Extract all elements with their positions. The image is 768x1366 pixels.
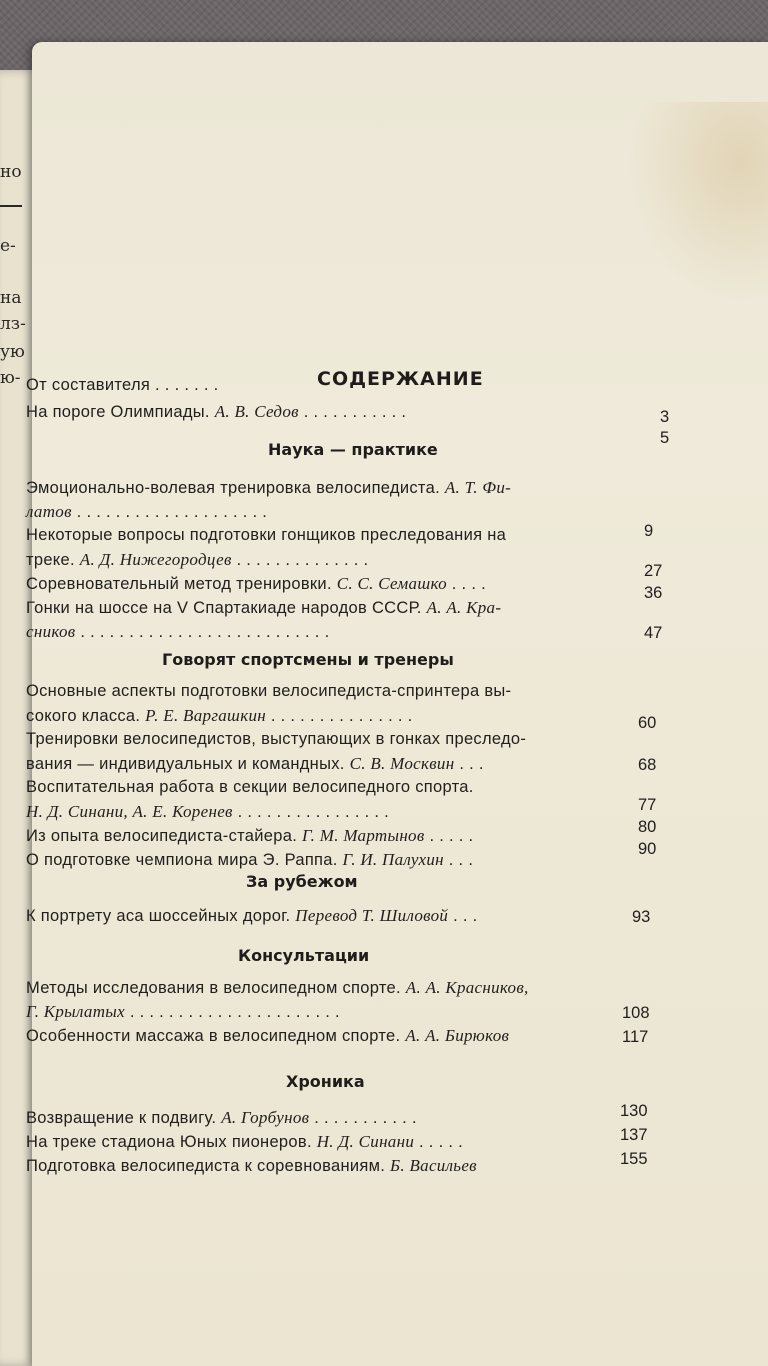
book-page bbox=[26, 42, 768, 1366]
left-fragment: лз- bbox=[0, 314, 26, 334]
entry-title: От составителя bbox=[26, 376, 151, 394]
toc-entry: Методы исследования в велосипедном спорте. А. А. Красников, bbox=[26, 978, 529, 997]
page-number: 47 bbox=[644, 624, 663, 642]
left-rule bbox=[0, 205, 22, 207]
toc-entry: Соревновательный метод тренировки. С. С. Семашко . . . . bbox=[26, 574, 486, 593]
toc-entry: Тренировки велосипедистов, выступающих в гонках преследо- bbox=[26, 730, 527, 748]
toc-entry: Н. Д. Синани, А. Е. Коренев . . . . . . . . . . . . . . . . bbox=[26, 802, 390, 821]
toc-entry: вания — индивидуальных и командных. С. В. Москвин . . . bbox=[26, 754, 484, 773]
toc-entry bbox=[26, 376, 219, 395]
entry-title: На пороге Олимпиады. bbox=[26, 403, 210, 421]
toc-entry: Эмоционально-волевая тренировка велосипедиста. А. Т. Фи- bbox=[26, 478, 512, 497]
leader-dots: . . . . . . . . . . . bbox=[303, 403, 407, 421]
toc-entry: Из опыта велосипедиста-стайера. Г. М. Мартынов . . . . . bbox=[26, 826, 474, 845]
toc-entry: Гонки на шоссе на V Спартакиаде народов СССР. А. А. Кра- bbox=[26, 598, 502, 617]
toc-entry: Воспитательная работа в секции велосипедного спорта. bbox=[26, 778, 474, 796]
toc-entry: сников . . . . . . . . . . . . . . . . . . . . . . . . . . bbox=[26, 622, 330, 641]
page-number: 117 bbox=[622, 1028, 649, 1046]
section-heading: Говорят спортсмены и тренеры bbox=[162, 650, 454, 669]
left-fragment: на bbox=[0, 288, 22, 308]
toc-entry: Подготовка велосипедиста к соревнованиям. Б. Васильев bbox=[26, 1156, 477, 1175]
page-number: 155 bbox=[620, 1150, 648, 1168]
page-number: 60 bbox=[638, 714, 657, 732]
page-number: 90 bbox=[638, 840, 657, 858]
page-number: 137 bbox=[620, 1126, 648, 1144]
left-fragment: е- bbox=[0, 236, 16, 256]
toc-entry: Основные аспекты подготовки велосипедиста-спринтера вы- bbox=[26, 682, 512, 700]
toc-entry: Г. Крылатых . . . . . . . . . . . . . . . . . . . . . . bbox=[26, 1002, 340, 1021]
section-heading: Консультации bbox=[238, 946, 370, 965]
section-heading: Наука — практике bbox=[268, 440, 438, 459]
page-number: 80 bbox=[638, 818, 657, 836]
left-fragment: ую bbox=[0, 342, 25, 362]
toc-entry: О подготовке чемпиона мира Э. Раппа. Г. И. Палухин . . . bbox=[26, 850, 474, 869]
toc-entry: К портрету аса шоссейных дорог. Перевод Т. Шиловой . . . bbox=[26, 906, 478, 925]
section-heading: Хроника bbox=[286, 1072, 365, 1091]
toc-entry bbox=[26, 402, 406, 422]
left-fragment: ю- bbox=[0, 368, 21, 388]
page-number: 68 bbox=[638, 756, 657, 774]
toc-entry: треке. А. Д. Нижегородцев . . . . . . . . . . . . . . bbox=[26, 550, 369, 569]
page-number: 77 bbox=[638, 796, 657, 814]
toc-entry: Возвращение к подвигу. А. Горбунов . . . . . . . . . . . bbox=[26, 1108, 417, 1127]
page-stain bbox=[628, 102, 768, 302]
left-fragment: но bbox=[0, 162, 22, 182]
toc-entry: На треке стадиона Юных пионеров. Н. Д. Синани . . . . . bbox=[26, 1132, 463, 1151]
toc-entry: сокого класса. Р. Е. Варгашкин . . . . . . . . . . . . . . . bbox=[26, 706, 413, 725]
toc-title: СОДЕРЖАНИЕ bbox=[317, 368, 484, 390]
entry-author: А. В. Седов bbox=[214, 402, 299, 421]
toc-entry: Некоторые вопросы подготовки гонщиков преследования на bbox=[26, 526, 507, 544]
page-number: 108 bbox=[622, 1004, 650, 1022]
section-heading: За рубежом bbox=[246, 872, 358, 891]
page-number: 27 bbox=[644, 562, 663, 580]
page-number: 9 bbox=[644, 522, 654, 540]
leader-dots: . . . . . . . bbox=[155, 376, 219, 394]
page-number: 3 bbox=[660, 408, 670, 426]
page-number: 93 bbox=[632, 908, 651, 926]
page-number: 36 bbox=[644, 584, 663, 602]
page-number: 5 bbox=[660, 429, 670, 447]
page-number: 130 bbox=[620, 1102, 648, 1120]
toc-entry: латов . . . . . . . . . . . . . . . . . . . . bbox=[26, 502, 268, 521]
toc-entry: Особенности массажа в велосипедном спорте. А. А. Бирюков bbox=[26, 1026, 510, 1045]
